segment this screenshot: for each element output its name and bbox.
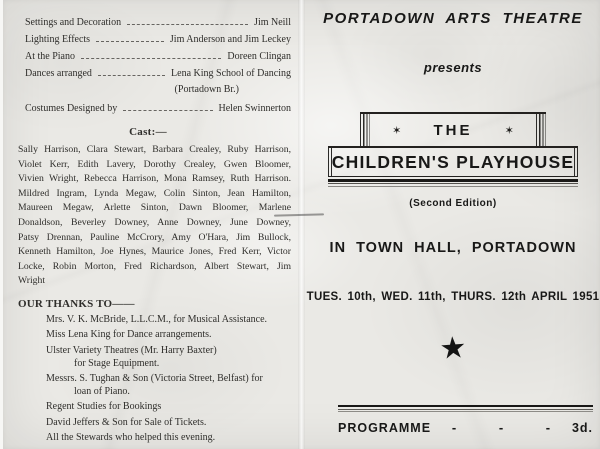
dash: - — [545, 420, 552, 435]
venue-line: IN TOWN HALL, PORTADOWN — [329, 240, 577, 256]
thanks-item — [46, 432, 316, 445]
thanks-heading: OUR THANKS TO—— — [18, 298, 135, 310]
programme-label: PROGRAMME — [338, 421, 432, 435]
dash: - — [451, 420, 458, 435]
star-icon: ★ — [438, 331, 468, 366]
credit-value: Doreen Clingan — [227, 51, 291, 62]
marquee-top-tier — [360, 112, 546, 146]
marquee-hatch — [574, 148, 578, 176]
cast-names: Sally Harrison, Clara Stewart, Barbara Crealey, Ruby Harrison, Violet Kerr, Edith Lavery, Dorothy Crealey, Gwen Bloomer, Vivien Wright, Rebecca Harrison, Mona Ramsey, Ruth Harrison. Mildred Ingram, Lynda Megaw, Colin Sinton, Jean Hamilton, Maureen Megaw, Arlette Sinton, Dawn Bloomer, Marlene Donaldson, Beverley Downey, Anne Downey, June Downey, Patsy Drennan, Pauline McCrory, Amy O'Hara, Jim Bullock, Kenneth Hamilton, Joe Hynes, Maurice Jones, Fred Kerr, Victor Locke, Robin Morton, Fred Richardson, Albert Stewart, Jim Wright — [18, 144, 291, 287]
credit-label: Lighting Effects — [25, 34, 91, 45]
rule-line — [338, 411, 593, 412]
price-rules — [338, 405, 593, 412]
credit-row — [25, 50, 291, 67]
marquee-hatch — [360, 114, 370, 146]
credit-row — [25, 67, 291, 84]
thanks-item-text: David Jeffers & Son for Sale of Tickets. — [46, 416, 207, 428]
thanks-item-text: Miss Lena King for Dance arrangements. — [46, 329, 212, 341]
credit-row — [25, 102, 291, 119]
thanks-item-text: Regent Studies for Bookings — [46, 401, 162, 413]
credit-value: Helen Swinnerton — [218, 103, 291, 114]
leader-line — [98, 67, 165, 76]
thanks-item-text: loan of Piano. — [74, 385, 130, 397]
thanks-item — [46, 401, 316, 414]
title-word-the: THE — [433, 121, 473, 139]
thanks-list — [18, 314, 316, 447]
leader-line — [123, 102, 212, 111]
leader-line — [127, 16, 248, 25]
programme-price-row — [338, 420, 593, 435]
show-title: CHILDREN'S PLAYHOUSE — [331, 151, 575, 172]
right-page — [303, 0, 600, 449]
marquee-rules — [328, 179, 578, 187]
dash: - — [498, 420, 505, 435]
left-page — [3, 0, 303, 449]
credit-label: At the Piano — [25, 51, 75, 62]
credit-row — [25, 33, 291, 50]
credit-label: Costumes Designed by — [25, 103, 118, 114]
price-label: 3d. — [571, 421, 593, 435]
leader-line — [81, 50, 221, 59]
title-marquee — [303, 112, 600, 187]
thanks-item — [46, 417, 316, 430]
rule-line — [328, 186, 578, 187]
thanks-item-text: Mrs. V. K. McBride, L.L.C.M., for Musical Assistance. — [46, 314, 268, 325]
thanks-item-text: for Stage Equipment. — [74, 357, 160, 369]
credit-value: Jim Neill — [254, 17, 291, 28]
credit-label: Settings and Decoration — [25, 17, 122, 28]
thanks-item — [46, 329, 316, 342]
thanks-item-text: All the Stewards who helped this evening. — [46, 431, 216, 443]
credit-value: Jim Anderson and Jim Leckey — [169, 34, 291, 45]
rule-line — [338, 405, 593, 407]
dates-line: TUES. 10th, WED. 11th, THURS. 12th APRIL 1951 — [306, 291, 600, 303]
cast-heading: Cast:— — [129, 126, 167, 138]
star-icon: ✶ — [392, 124, 402, 137]
credits-block — [25, 16, 291, 119]
thanks-item — [46, 373, 316, 399]
presents-label: presents — [423, 60, 483, 75]
thanks-item-text: Messrs. S. Tughan & Son (Victoria Street, Belfast) for — [46, 372, 263, 384]
thanks-item — [46, 314, 316, 327]
credit-value-continuation: (Portadown Br.) — [174, 84, 239, 95]
marquee-hatch — [536, 114, 546, 146]
theatre-name: PORTADOWN ARTS THEATRE — [323, 10, 583, 27]
thanks-item — [46, 345, 316, 371]
thanks-item-text: Ulster Variety Theatres (Mr. Harry Baxter) — [46, 344, 217, 356]
star-icon: ✶ — [504, 124, 514, 137]
credit-row — [25, 16, 291, 33]
leader-line — [96, 33, 164, 42]
credit-value: Lena King School of Dancing — [171, 68, 291, 79]
rule-line — [328, 179, 578, 182]
credit-label: Dances arranged — [25, 68, 92, 79]
rule-line — [328, 183, 578, 184]
edition-label: (Second Edition) — [409, 198, 497, 209]
marquee-bottom-tier — [328, 146, 578, 177]
rule-line — [338, 409, 593, 410]
